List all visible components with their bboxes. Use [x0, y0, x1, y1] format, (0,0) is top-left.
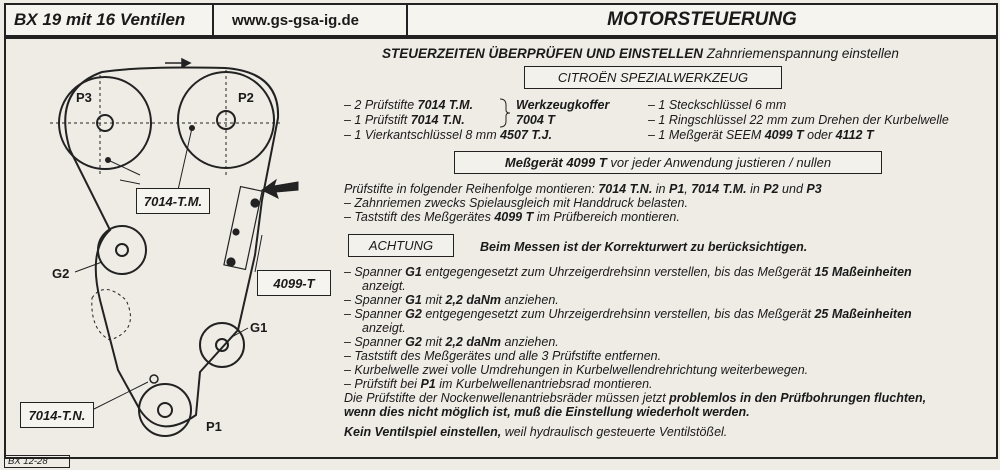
label-p3: P3 [76, 90, 92, 105]
pulley-p1 [139, 384, 191, 436]
page-reference: BX 12-28 [4, 455, 70, 468]
pulley-g2 [98, 226, 146, 274]
tag-4099-t: 4099-T [257, 270, 331, 296]
tools-right: – 1 Steckschlüssel 6 mm – 1 Ringschlüssel 22 mm zum Drehen der Kurbelwelle – 1 Meßgerät SEEM 4099 T oder 4112 T [648, 98, 949, 142]
label-g2: G2 [52, 266, 70, 281]
instructions-part2: – Spanner G1 entgegengesetzt zum Uhrzeigerdrehsinn verstellen, bis das Meßgerät 15 Maßeinheiten anzeigt. – Spanner G1 mit 2,2 daNm anziehen. – Spanner G2 entgegengesetzt zum Uhrzeigerdrehsinn verstellen, bis das Meßgerät 25 Maßeinheiten anzeigt. – Spanner G2 mit 2,2 daNm anziehen. – Taststift des Meßgerätes und alle 3 Prüfstifte entfernen. – Kurbelwelle zwei volle Umdrehungen in Kurbelwellendrehrichtung weiterbewegen. – Prüfstift bei P1 im Kurbelwellenantriebsrad montieren. Die Prüfstifte der Nockenwellenantriebsräder müssen jetzt problemlos in den Prüfbohrungen fluchten, wenn dies nicht möglich ist, muß die Einstellung wiederholt werden. Kein Ventilspiel einstellen, weil hydraulisch gesteuerte Ventilstößel. [344, 265, 927, 439]
procedure-title: STEUERZEITEN ÜBERPRÜFEN UND EINSTELLEN Zahnriemenspannung einstellen [382, 46, 899, 61]
special-tools-box: CITROËN SPEZIALWERKZEUG [524, 66, 782, 89]
warning-text: Beim Messen ist der Korrekturwert zu berücksichtigen. [480, 240, 808, 254]
tools-left: – 2 Prüfstifte 7014 T.M. – 1 Prüfstift 7014 T.N. – 1 Vierkantschlüssel 8 mm 4507 T.J. [344, 98, 552, 142]
warning-box: ACHTUNG [348, 234, 454, 257]
tag-7014-tn: 7014-T.N. [20, 402, 94, 428]
gauge-arrow [262, 180, 298, 198]
label-g1: G1 [250, 320, 268, 335]
tool-kit: Werkzeugkoffer 7004 T [516, 98, 610, 127]
website-url[interactable]: www.gs-gsa-ig.de [232, 11, 359, 29]
instructions-part1: Prüfstifte in folgender Reihenfolge montieren: 7014 T.N. in P1, 7014 T.M. in P2 und P3 – Zahnriemen zwecks Spielausgleich mit Handdruck belasten. – Taststift des Meßgerätes 4099 T im Prüfbereich montieren. [344, 182, 822, 224]
pulley-g1 [200, 323, 244, 367]
model-title: BX 19 mit 16 Ventilen [6, 5, 214, 35]
label-p1: P1 [206, 419, 222, 434]
tag-7014-tm: 7014-T.M. [136, 188, 210, 214]
label-p2: P2 [238, 90, 254, 105]
section-title: MOTORSTEUERUNG [406, 5, 996, 35]
meter-calibration-box: Meßgerät 4099 T vor jeder Anwendung justieren / nullen [454, 151, 882, 174]
